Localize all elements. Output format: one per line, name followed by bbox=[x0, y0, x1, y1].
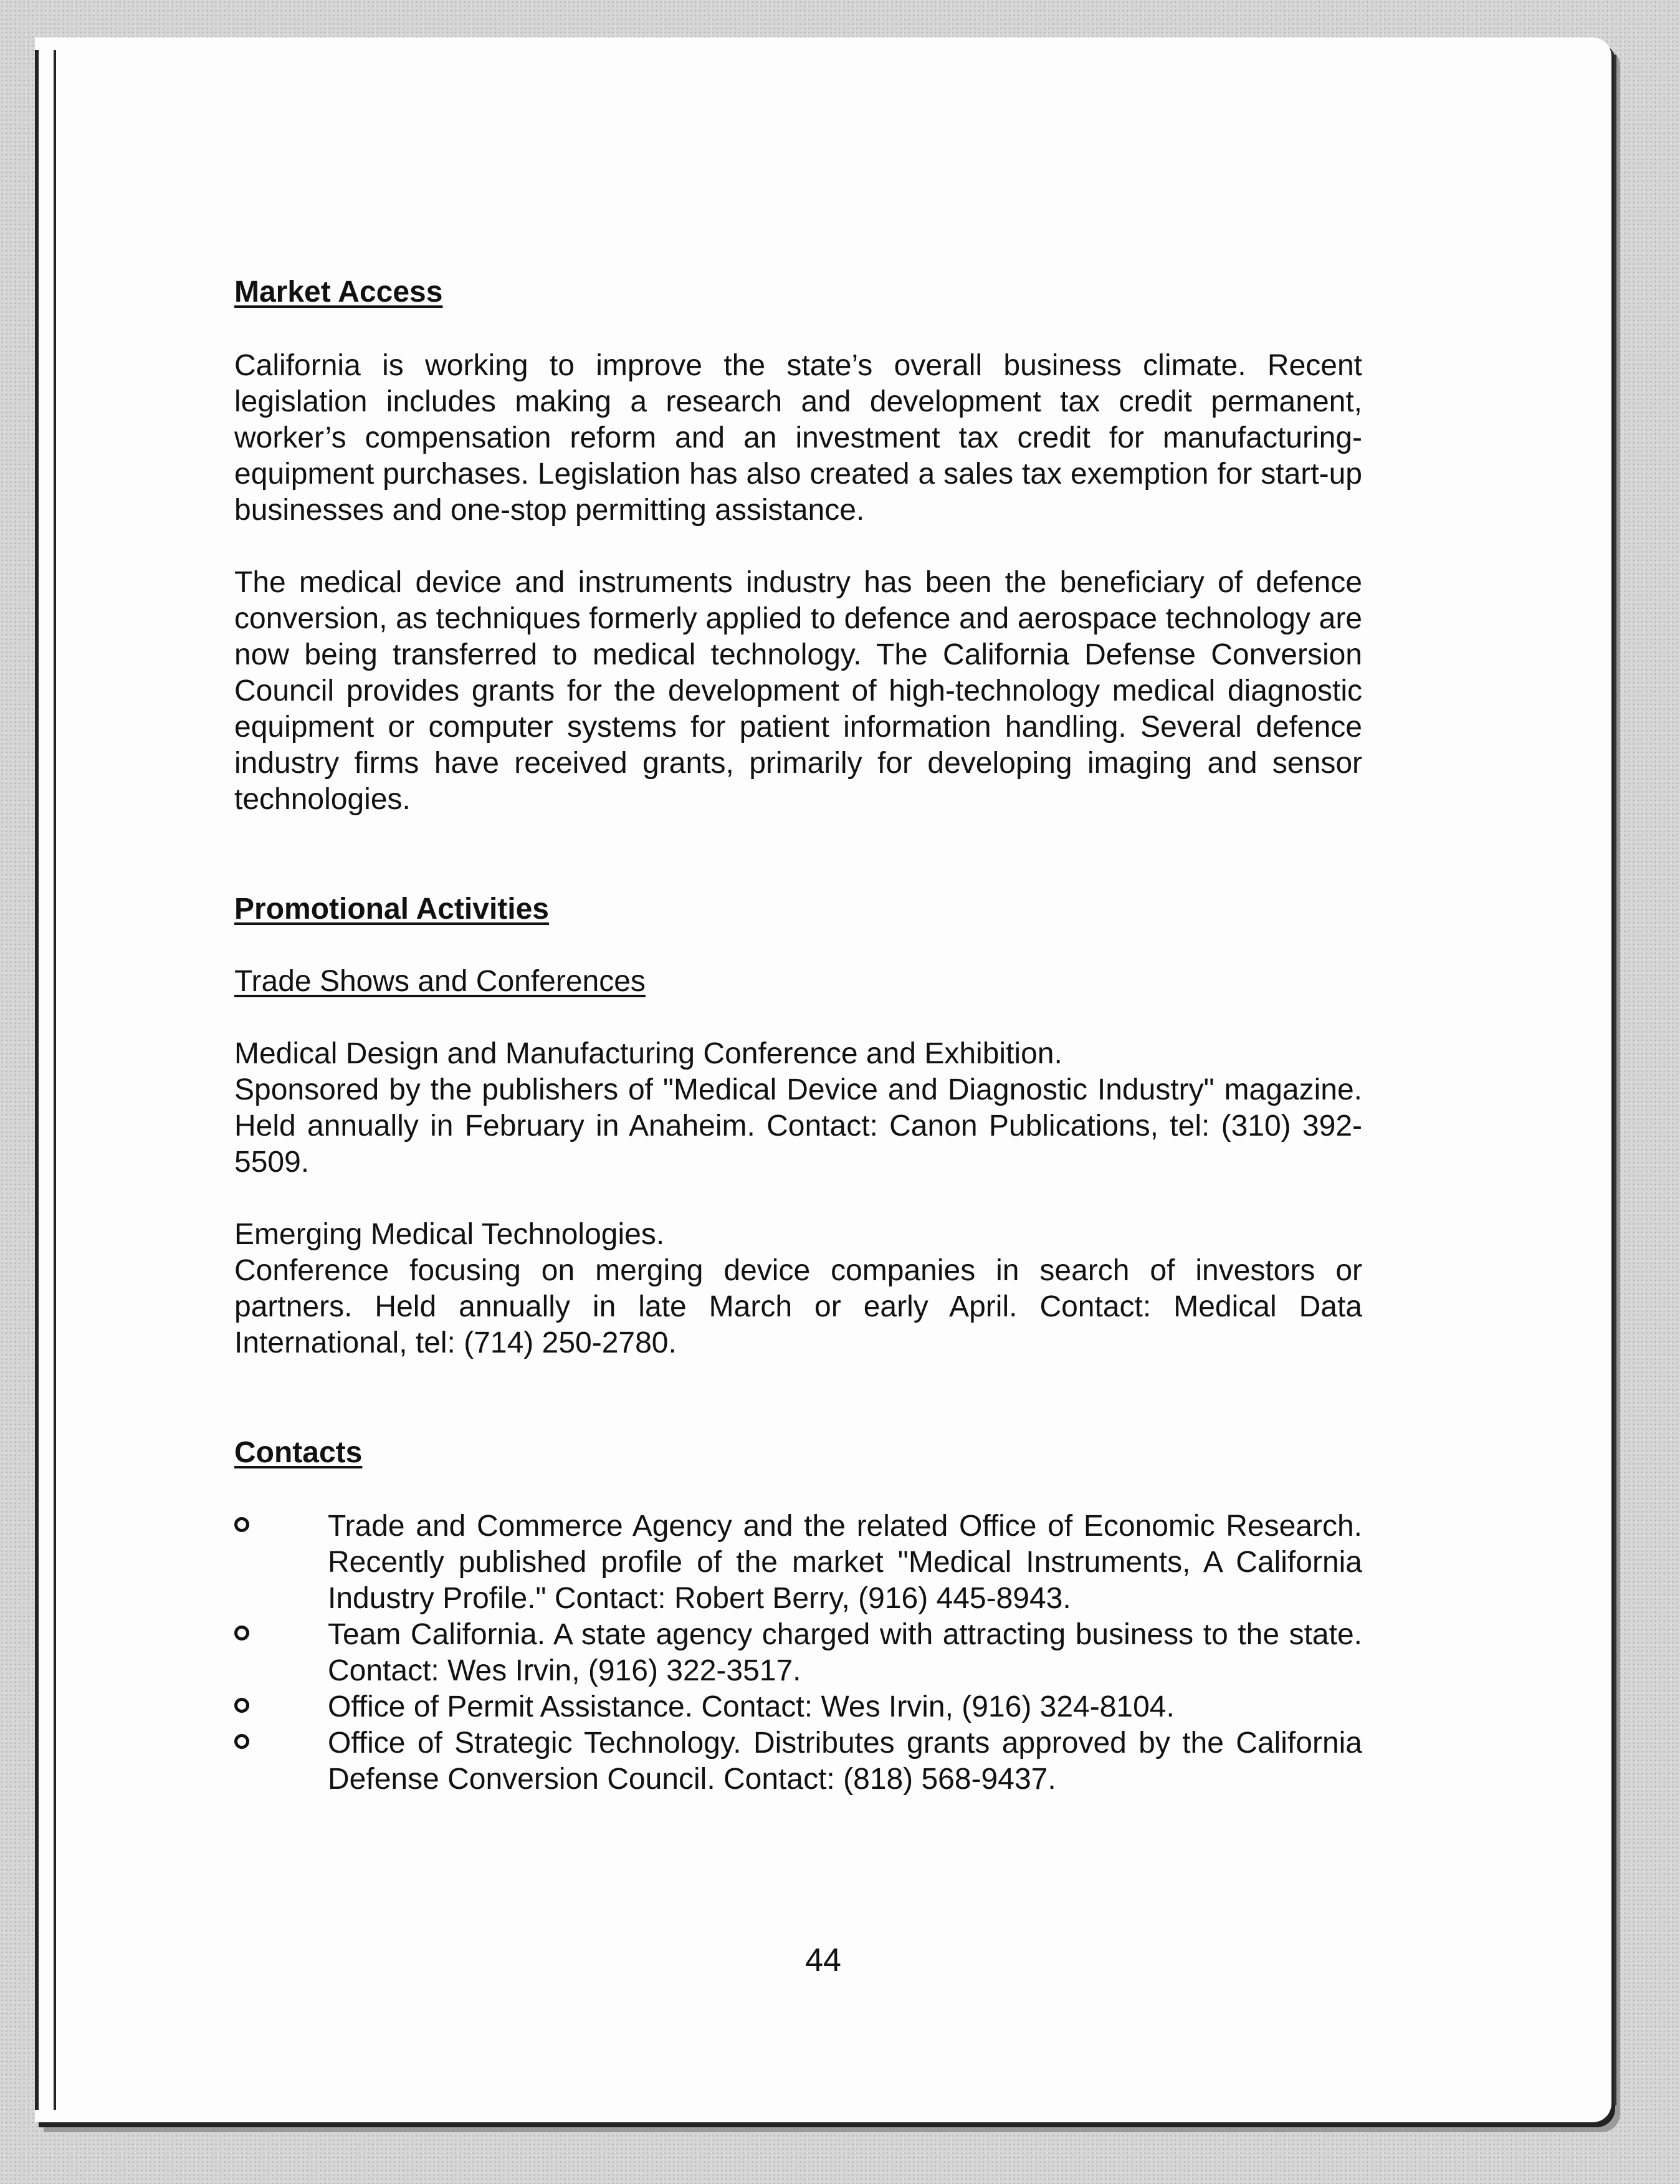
contact-text: Trade and Commerce Agency and the related Office of Economic Research. Recently published profile of the market "Medical Instruments, A California Industry Profile." Contact: Robert Berry, (916) 445-8943. bbox=[328, 1510, 1362, 1615]
document-page bbox=[35, 37, 1611, 2122]
promotional-activities-heading: Promotional Activities bbox=[234, 893, 549, 926]
contacts-heading: Contacts bbox=[234, 1436, 363, 1469]
page-content bbox=[234, 274, 1362, 1798]
list-item bbox=[234, 1725, 1362, 1798]
contact-text: Office of Strategic Technology. Distributes grants approved by the California Defense Conversion Council. Contact: (818) 568-9437. bbox=[328, 1727, 1362, 1796]
page-binding-edge bbox=[35, 50, 56, 2110]
event-item bbox=[234, 1036, 1362, 1181]
market-access-paragraph-1: California is working to improve the state’s overall business climate. Recent legislation includes making a research and development tax credit permanent, worker’s compensation reform and an investment tax credit for manufacturing-equipment purchases. Legislation has also created a sales tax exemption for start-up businesses and one-stop permitting assistance. bbox=[234, 349, 1362, 527]
list-item bbox=[234, 1508, 1362, 1617]
contact-text: Team California. A state agency charged with attracting business to the state. Contact: Wes Irvin, (916) 322-3517. bbox=[328, 1618, 1362, 1687]
contacts-list bbox=[234, 1508, 1362, 1798]
list-item bbox=[234, 1689, 1362, 1725]
contact-text: Office of Permit Assistance. Contact: Wes Irvin, (916) 324-8104. bbox=[328, 1690, 1175, 1723]
event-name: Medical Design and Manufacturing Conference and Exhibition. bbox=[234, 1037, 1062, 1070]
circle-bullet-icon bbox=[234, 1698, 249, 1713]
list-item bbox=[234, 1617, 1362, 1689]
event-item bbox=[234, 1217, 1362, 1361]
trade-shows-subheading: Trade Shows and Conferences bbox=[234, 965, 646, 998]
circle-bullet-icon bbox=[234, 1626, 249, 1640]
market-access-paragraph-2: The medical device and instruments industry has been the beneficiary of defence conversion, as techniques formerly applied to defence and aerospace technology are now being transferred to medical technology. The California Defense Conversion Council provides grants for the development of high-technology medical diagnostic equipment or computer systems for patient information handling. Several defence industry firms have received grants, primarily for developing imaging and sensor technologies. bbox=[234, 566, 1362, 816]
event-description: Sponsored by the publishers of "Medical Device and Diagnostic Industry" magazine. Held annually in February in Anaheim. Contact: Canon Publications, tel: (310) 392-5509. bbox=[234, 1073, 1362, 1179]
event-name: Emerging Medical Technologies. bbox=[234, 1218, 665, 1251]
circle-bullet-icon bbox=[234, 1517, 249, 1532]
page-number: 44 bbox=[805, 1942, 841, 1978]
circle-bullet-icon bbox=[234, 1734, 249, 1749]
page-right-edge bbox=[1608, 55, 1616, 2105]
market-access-heading: Market Access bbox=[234, 275, 443, 309]
event-description: Conference focusing on merging device companies in search of investors or partners. Held annually in late March or early April. Contact: Medical Data International, tel: (714) 250-2780. bbox=[234, 1254, 1362, 1359]
